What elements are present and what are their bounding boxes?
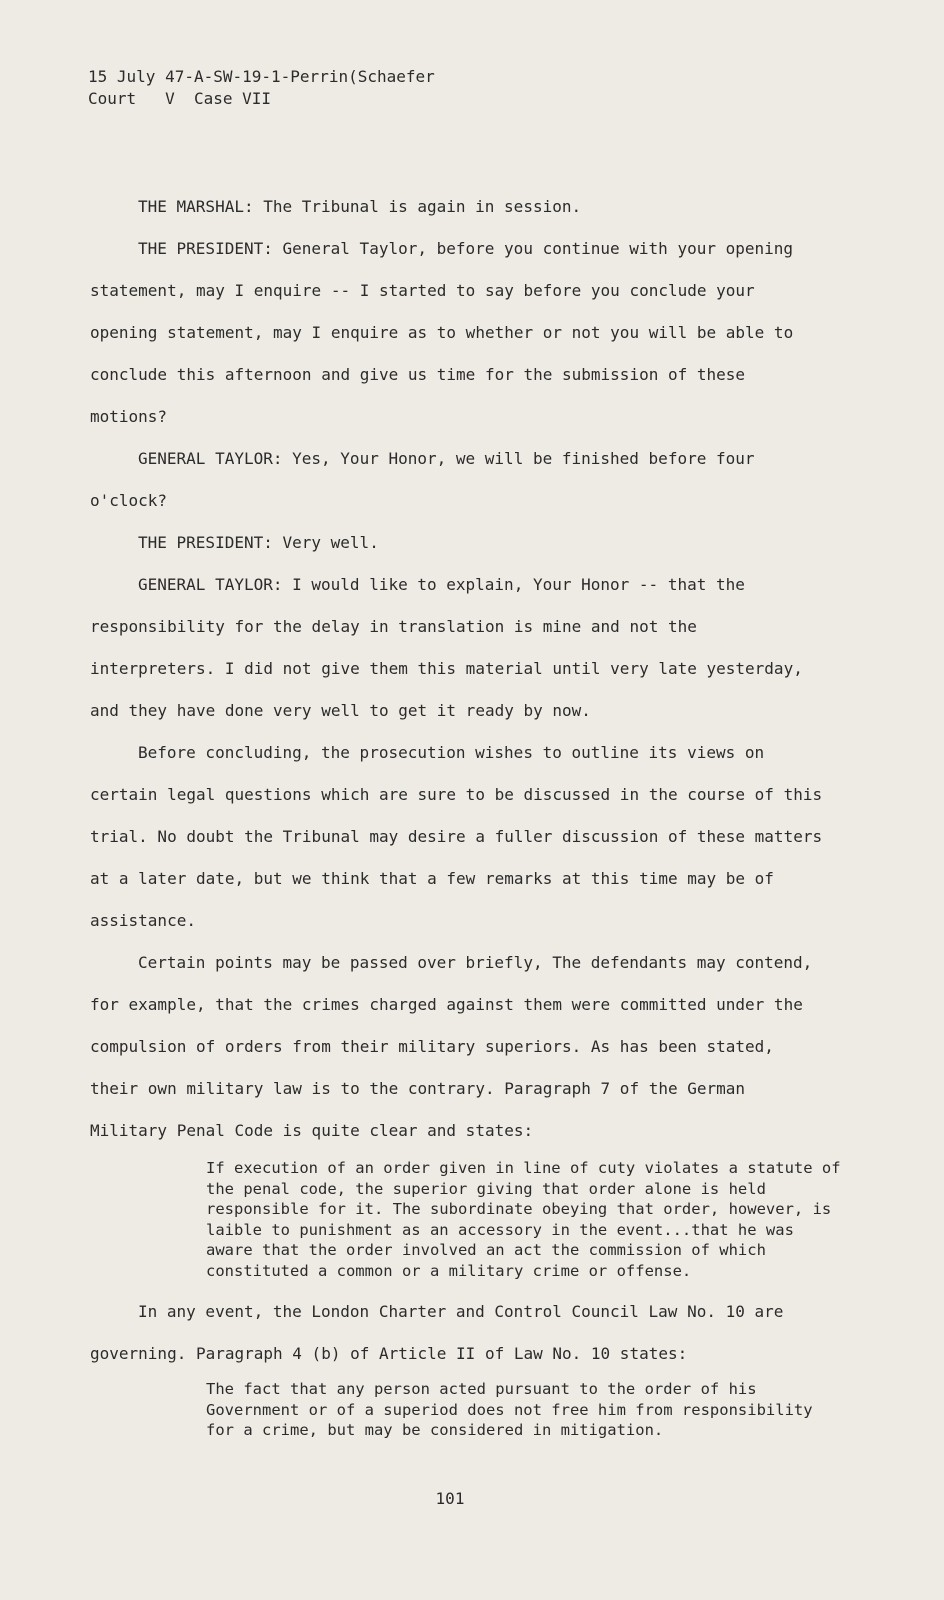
page-header [88, 66, 435, 110]
paragraph-text: In any event, the London Charter and Control Council Law No. 10 are governing. Paragraph 4 (b) of Article II of Law No. 10 states: [90, 1302, 784, 1363]
paragraph-text: Very well. [272, 533, 379, 552]
transcript-paragraph [90, 942, 830, 1152]
transcript-body [90, 186, 841, 1441]
transcript-paragraph [90, 438, 830, 522]
block-quote-military-penal-code: If execution of an order given in line of cuty violates a statute of the penal code, the superior giving that order alone is held responsible for it. The subordinate obeying that order, however, is laible to punishment as an accessory in the event...that he was aware that the order involved an act the commission of which constituted a common or a military crime or offense. [206, 1159, 841, 1280]
paragraph-text: General Taylor, before you continue with your opening statement, may I enquire -- I started to say before you conclude your opening statement, may I enquire as to whether or not you will be able to conclude this afternoon and give us time for the submission of these motions? [90, 239, 794, 426]
paragraph-text: Certain points may be passed over briefly, The defendants may contend, for example, that the crimes charged against them were committed under the compulsion of orders from their military superiors. As has been stated, their own military law is to the contrary. Paragraph 7 of the German Military Penal Code is quite clear and states: [90, 953, 813, 1140]
speaker-label: GENERAL TAYLOR: [138, 449, 283, 468]
speaker-label: THE MARSHAL: [138, 197, 254, 216]
page-number: 101 [435, 1489, 465, 1508]
transcript-paragraph [90, 522, 830, 564]
transcript-paragraph [90, 732, 830, 942]
speaker-label: THE PRESIDENT: [138, 533, 273, 552]
header-court-line: Court V Case VII [88, 89, 272, 108]
speaker-label: GENERAL TAYLOR: [138, 575, 283, 594]
header-session-line: 15 July 47-A-SW-19-1-Perrin(Schaefer [88, 67, 435, 86]
transcript-paragraph [90, 564, 830, 732]
paragraph-text: The Tribunal is again in session. [253, 197, 582, 216]
block-quote-control-council-law: The fact that any person acted pursuant to the order of his Government or of a superiod does not free him from responsibility for a crime, but may be considered in mitigation. [206, 1380, 813, 1439]
speaker-label: THE PRESIDENT: [138, 239, 273, 258]
transcript-paragraph [90, 186, 830, 228]
transcript-paragraph [90, 1291, 830, 1375]
paragraph-text: I would like to explain, Your Honor -- that the responsibility for the delay in translation is mine and not the interpreters. I did not give them this material until very late yesterday, and they have done very well to get it ready by now. [90, 575, 803, 720]
transcript-paragraph [90, 228, 830, 438]
paragraph-text: Yes, Your Honor, we will be finished before four o'clock? [90, 449, 755, 510]
paragraph-text: Before concluding, the prosecution wishes to outline its views on certain legal questions which are sure to be discussed in the course of this trial. No doubt the Tribunal may desire a fuller discussion of these matters at a later date, but we think that a few remarks at this time may be of assistance. [90, 743, 823, 930]
